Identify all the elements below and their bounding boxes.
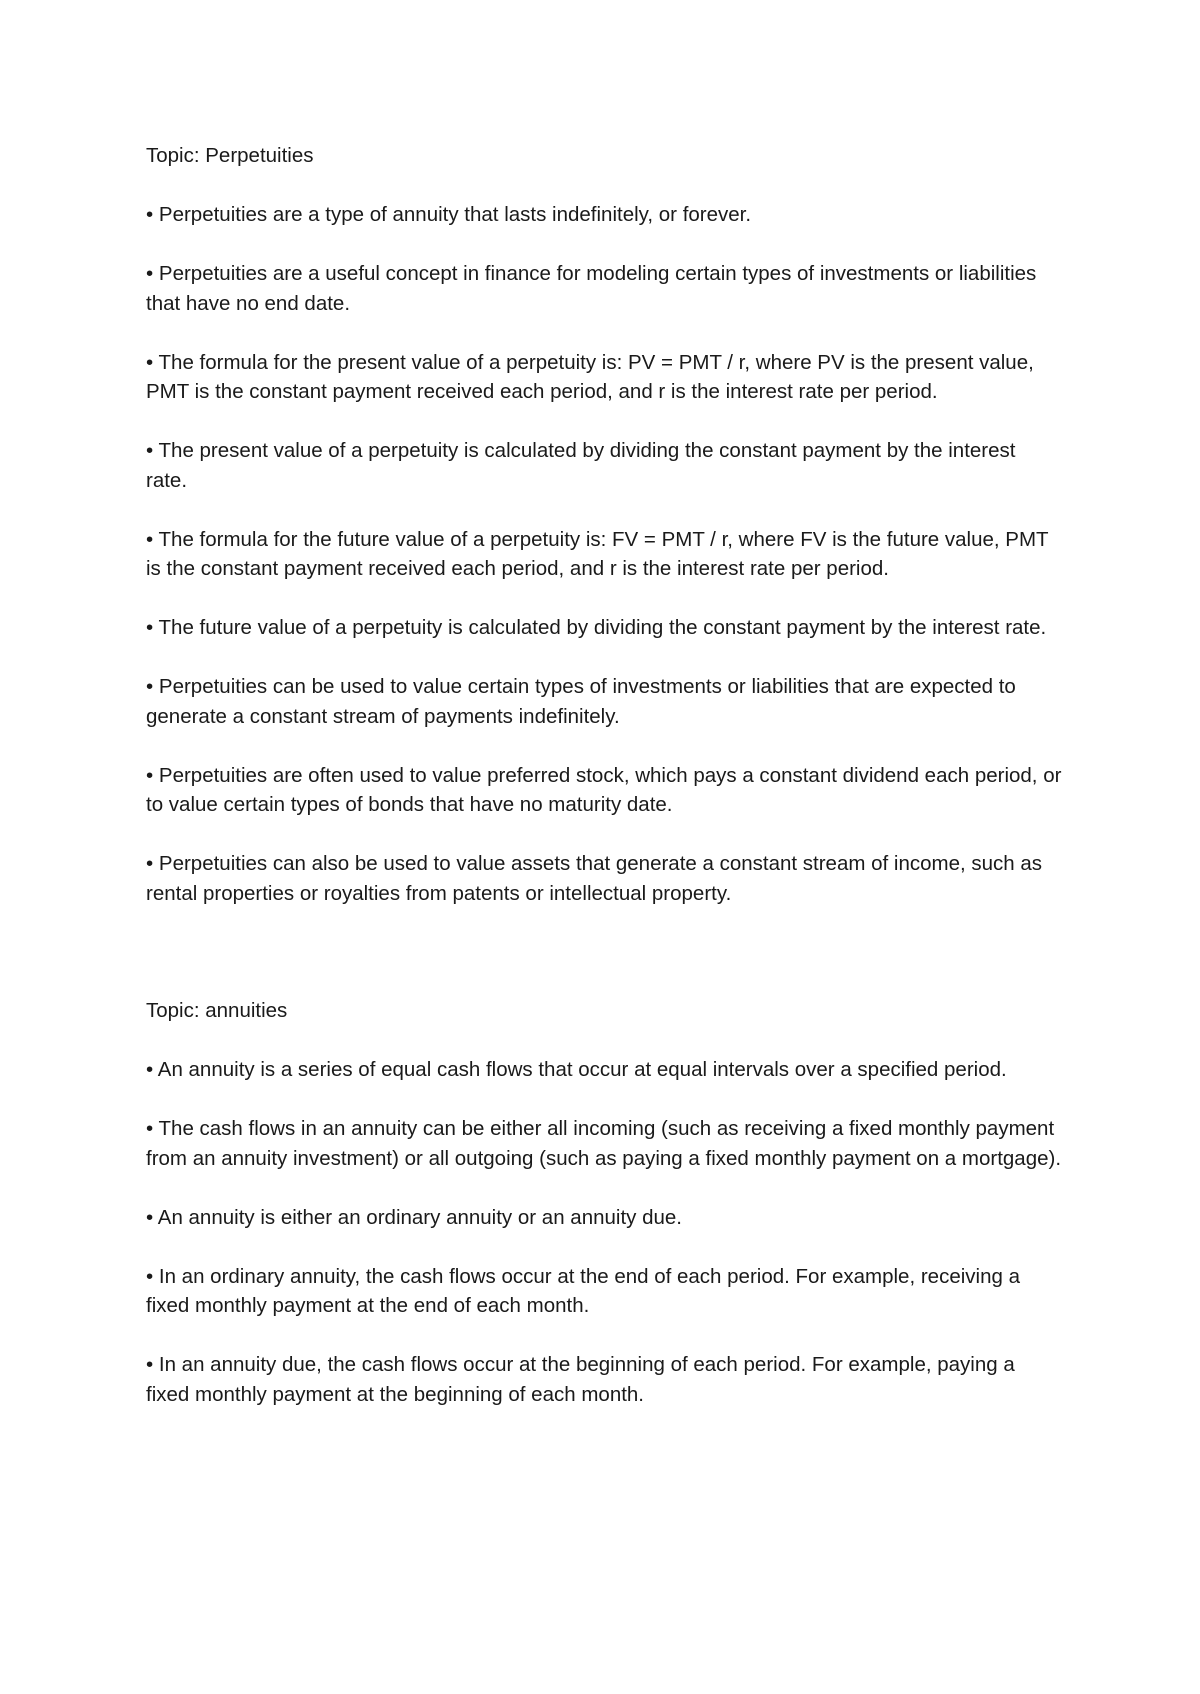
bullet-icon: • bbox=[146, 852, 154, 875]
bullet-item bbox=[146, 613, 1062, 643]
topic-heading: Topic: Perpetuities bbox=[146, 144, 314, 167]
bullet-icon: • bbox=[146, 675, 154, 698]
bullet-list bbox=[146, 200, 1062, 908]
bullet-text: Perpetuities can also be used to value assets that generate a constant stream of income, such as rental properties or royalties from patents or intellectual property. bbox=[146, 852, 1043, 905]
bullet-item bbox=[146, 761, 1062, 820]
bullet-icon: • bbox=[146, 350, 154, 374]
bullet-item bbox=[146, 200, 1062, 230]
bullet-icon: • bbox=[146, 1117, 154, 1140]
bullet-item bbox=[146, 672, 1062, 731]
bullet-text: Perpetuities are a type of annuity that lasts indefinitely, or forever. bbox=[158, 203, 752, 226]
bullet-list bbox=[146, 1055, 1062, 1409]
bullet-item bbox=[146, 259, 1062, 318]
bullet-icon: • bbox=[146, 616, 154, 639]
bullet-text: In an annuity due, the cash flows occur at the beginning of each period. For example, paying a fixed monthly payment at the beginning of each month. bbox=[146, 1353, 1015, 1406]
bullet-text: The formula for the future value of a perpetuity is: FV = PMT / r, where FV is the future value, PMT is the constant payment received each period, and r is the interest rate per period. bbox=[146, 527, 1049, 580]
bullet-icon: • bbox=[146, 203, 154, 226]
bullet-text: The future value of a perpetuity is calculated by dividing the constant payment by the interest rate. bbox=[158, 616, 1047, 639]
bullet-item bbox=[146, 1203, 1062, 1233]
document-page bbox=[146, 141, 1062, 1409]
bullet-icon: • bbox=[146, 1058, 154, 1081]
bullet-item bbox=[146, 849, 1062, 908]
section-perpetuities bbox=[146, 141, 1062, 908]
bullet-icon: • bbox=[146, 439, 154, 462]
topic-heading: Topic: annuities bbox=[146, 999, 288, 1022]
bullet-item bbox=[146, 525, 1062, 584]
bullet-text: The present value of a perpetuity is calculated by dividing the constant payment by the interest rate. bbox=[146, 439, 1016, 492]
bullet-text: Perpetuities are often used to value preferred stock, which pays a constant dividend each period, or to value certain types of bonds that have no maturity date. bbox=[146, 763, 1062, 816]
bullet-icon: • bbox=[146, 1205, 154, 1229]
bullet-text: The cash flows in an annuity can be either all incoming (such as receiving a fixed monthly payment from an annuity investment) or all outgoing (such as paying a fixed monthly payment on a mortgage). bbox=[146, 1117, 1062, 1170]
bullet-text: Perpetuities can be used to value certain types of investments or liabilities that are expected to generate a constant stream of payments indefinitely. bbox=[146, 675, 1016, 728]
bullet-item bbox=[146, 1055, 1062, 1085]
bullet-icon: • bbox=[146, 1264, 154, 1288]
bullet-icon: • bbox=[146, 1353, 154, 1376]
bullet-item bbox=[146, 1262, 1062, 1321]
bullet-text: In an ordinary annuity, the cash flows occur at the end of each period. For example, receiving a fixed monthly payment at the end of each month. bbox=[146, 1264, 1020, 1317]
bullet-item bbox=[146, 436, 1062, 495]
bullet-text: Perpetuities are a useful concept in finance for modeling certain types of investments or liabilities that have no end date. bbox=[146, 262, 1037, 315]
bullet-text: An annuity is either an ordinary annuity or an annuity due. bbox=[157, 1205, 682, 1229]
bullet-text: The formula for the present value of a perpetuity is: PV = PMT / r, where PV is the present value, PMT is the constant payment received each period, and r is the interest rate per period. bbox=[146, 350, 1034, 403]
bullet-item bbox=[146, 1114, 1062, 1173]
section-divider-space bbox=[146, 908, 1062, 996]
bullet-icon: • bbox=[146, 763, 154, 787]
bullet-icon: • bbox=[146, 262, 154, 285]
bullet-item bbox=[146, 1350, 1062, 1409]
section-annuities bbox=[146, 996, 1062, 1409]
bullet-text: An annuity is a series of equal cash flows that occur at equal intervals over a specified period. bbox=[157, 1058, 1007, 1081]
bullet-icon: • bbox=[146, 527, 154, 551]
bullet-item bbox=[146, 348, 1062, 407]
